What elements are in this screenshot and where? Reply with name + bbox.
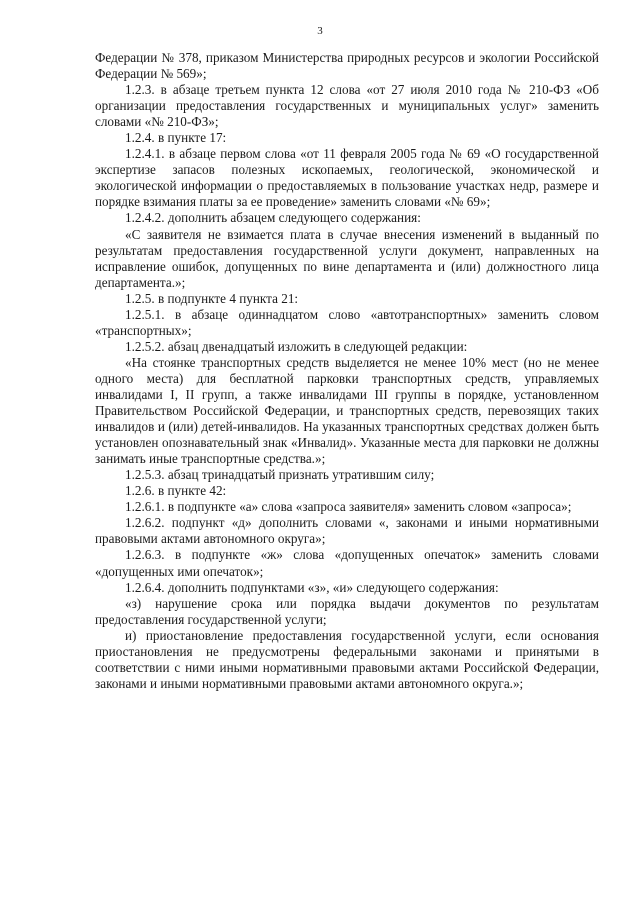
paragraph: 1.2.5.1. в абзаце одиннадцатом слово «автотранспортных» заменить словом «транспортных»; <box>95 306 599 338</box>
paragraph: и) приостановление предоставления государственной услуги, если основания приостановления не предусмотрены федеральными законами и принятыми в соответствии с ними иными нормативными правовыми актами Российской Федерации, законами и иными нормативными правовыми актами автономного округа.»; <box>95 627 599 691</box>
paragraph: 1.2.6.4. дополнить подпунктами «з», «и» следующего содержания: <box>125 579 499 595</box>
paragraph: 1.2.4. в пункте 17: <box>125 130 227 146</box>
paragraph: 1.2.5.3. абзац тринадцатый признать утратившим силу; <box>125 467 435 483</box>
page-number: 3 <box>317 25 323 37</box>
paragraph: 1.2.6.1. в подпункте «а» слова «запроса заявителя» заменить словом «запроса»; <box>125 499 572 515</box>
paragraph: Федерации № 378, приказом Министерства природных ресурсов и экологии Российской Федерации № 569»; <box>95 50 599 82</box>
paragraph: 1.2.6.3. в подпункте «ж» слова «допущенных опечаток» заменить словами «допущенных ими опечаток»; <box>95 547 599 579</box>
paragraph: 1.2.4.2. дополнить абзацем следующего содержания: <box>125 210 421 226</box>
paragraph: «С заявителя не взимается плата в случае внесения изменений в выданный по результатам предоставления государственной услуги документ, направленных на исправление ошибок, допущенных по вине департамента и (или) должностного лица департамента.»; <box>95 226 599 290</box>
document-body <box>95 50 599 692</box>
paragraph: 1.2.6.2. подпункт «д» дополнить словами «, законами и иными нормативными правовыми актами автономного округа»; <box>95 515 599 547</box>
paragraph: 1.2.6. в пункте 42: <box>125 483 227 499</box>
paragraph: 1.2.5.2. абзац двенадцатый изложить в следующей редакции: <box>125 338 468 354</box>
paragraph: «На стоянке транспортных средств выделяется не менее 10% мест (но не менее одного места) для бесплатной парковки транспортных средств, управляемых инвалидами I, II групп, а также инвалидами III группы в порядке, установленном Правительством Российской Федерации, и транспортных средств, перевозящих таких инвалидов и (или) детей-инвалидов. На указанных транспортных средствах должен быть установлен опознавательный знак «Инвалид». Указанные места для парковки не должны занимать иные транспортные средства.»; <box>95 354 599 467</box>
paragraph: «з) нарушение срока или порядка выдачи документов по результатам предоставления государственной услуги; <box>95 595 599 627</box>
paragraph: 1.2.4.1. в абзаце первом слова «от 11 февраля 2005 года № 69 «О государственной экспертизе запасов полезных ископаемых, геологической, экономической и экологической информации о предоставляемых в пользование участках недр, размере и порядке взимания платы за ее проведение» заменить словами «№ 69»; <box>95 146 599 210</box>
paragraph: 1.2.5. в подпункте 4 пункта 21: <box>125 290 299 306</box>
paragraph: 1.2.3. в абзаце третьем пункта 12 слова «от 27 июля 2010 года № 210-ФЗ «Об организации предоставления государственных и муниципальных услуг» заменить словами «№ 210-ФЗ»; <box>95 82 599 130</box>
